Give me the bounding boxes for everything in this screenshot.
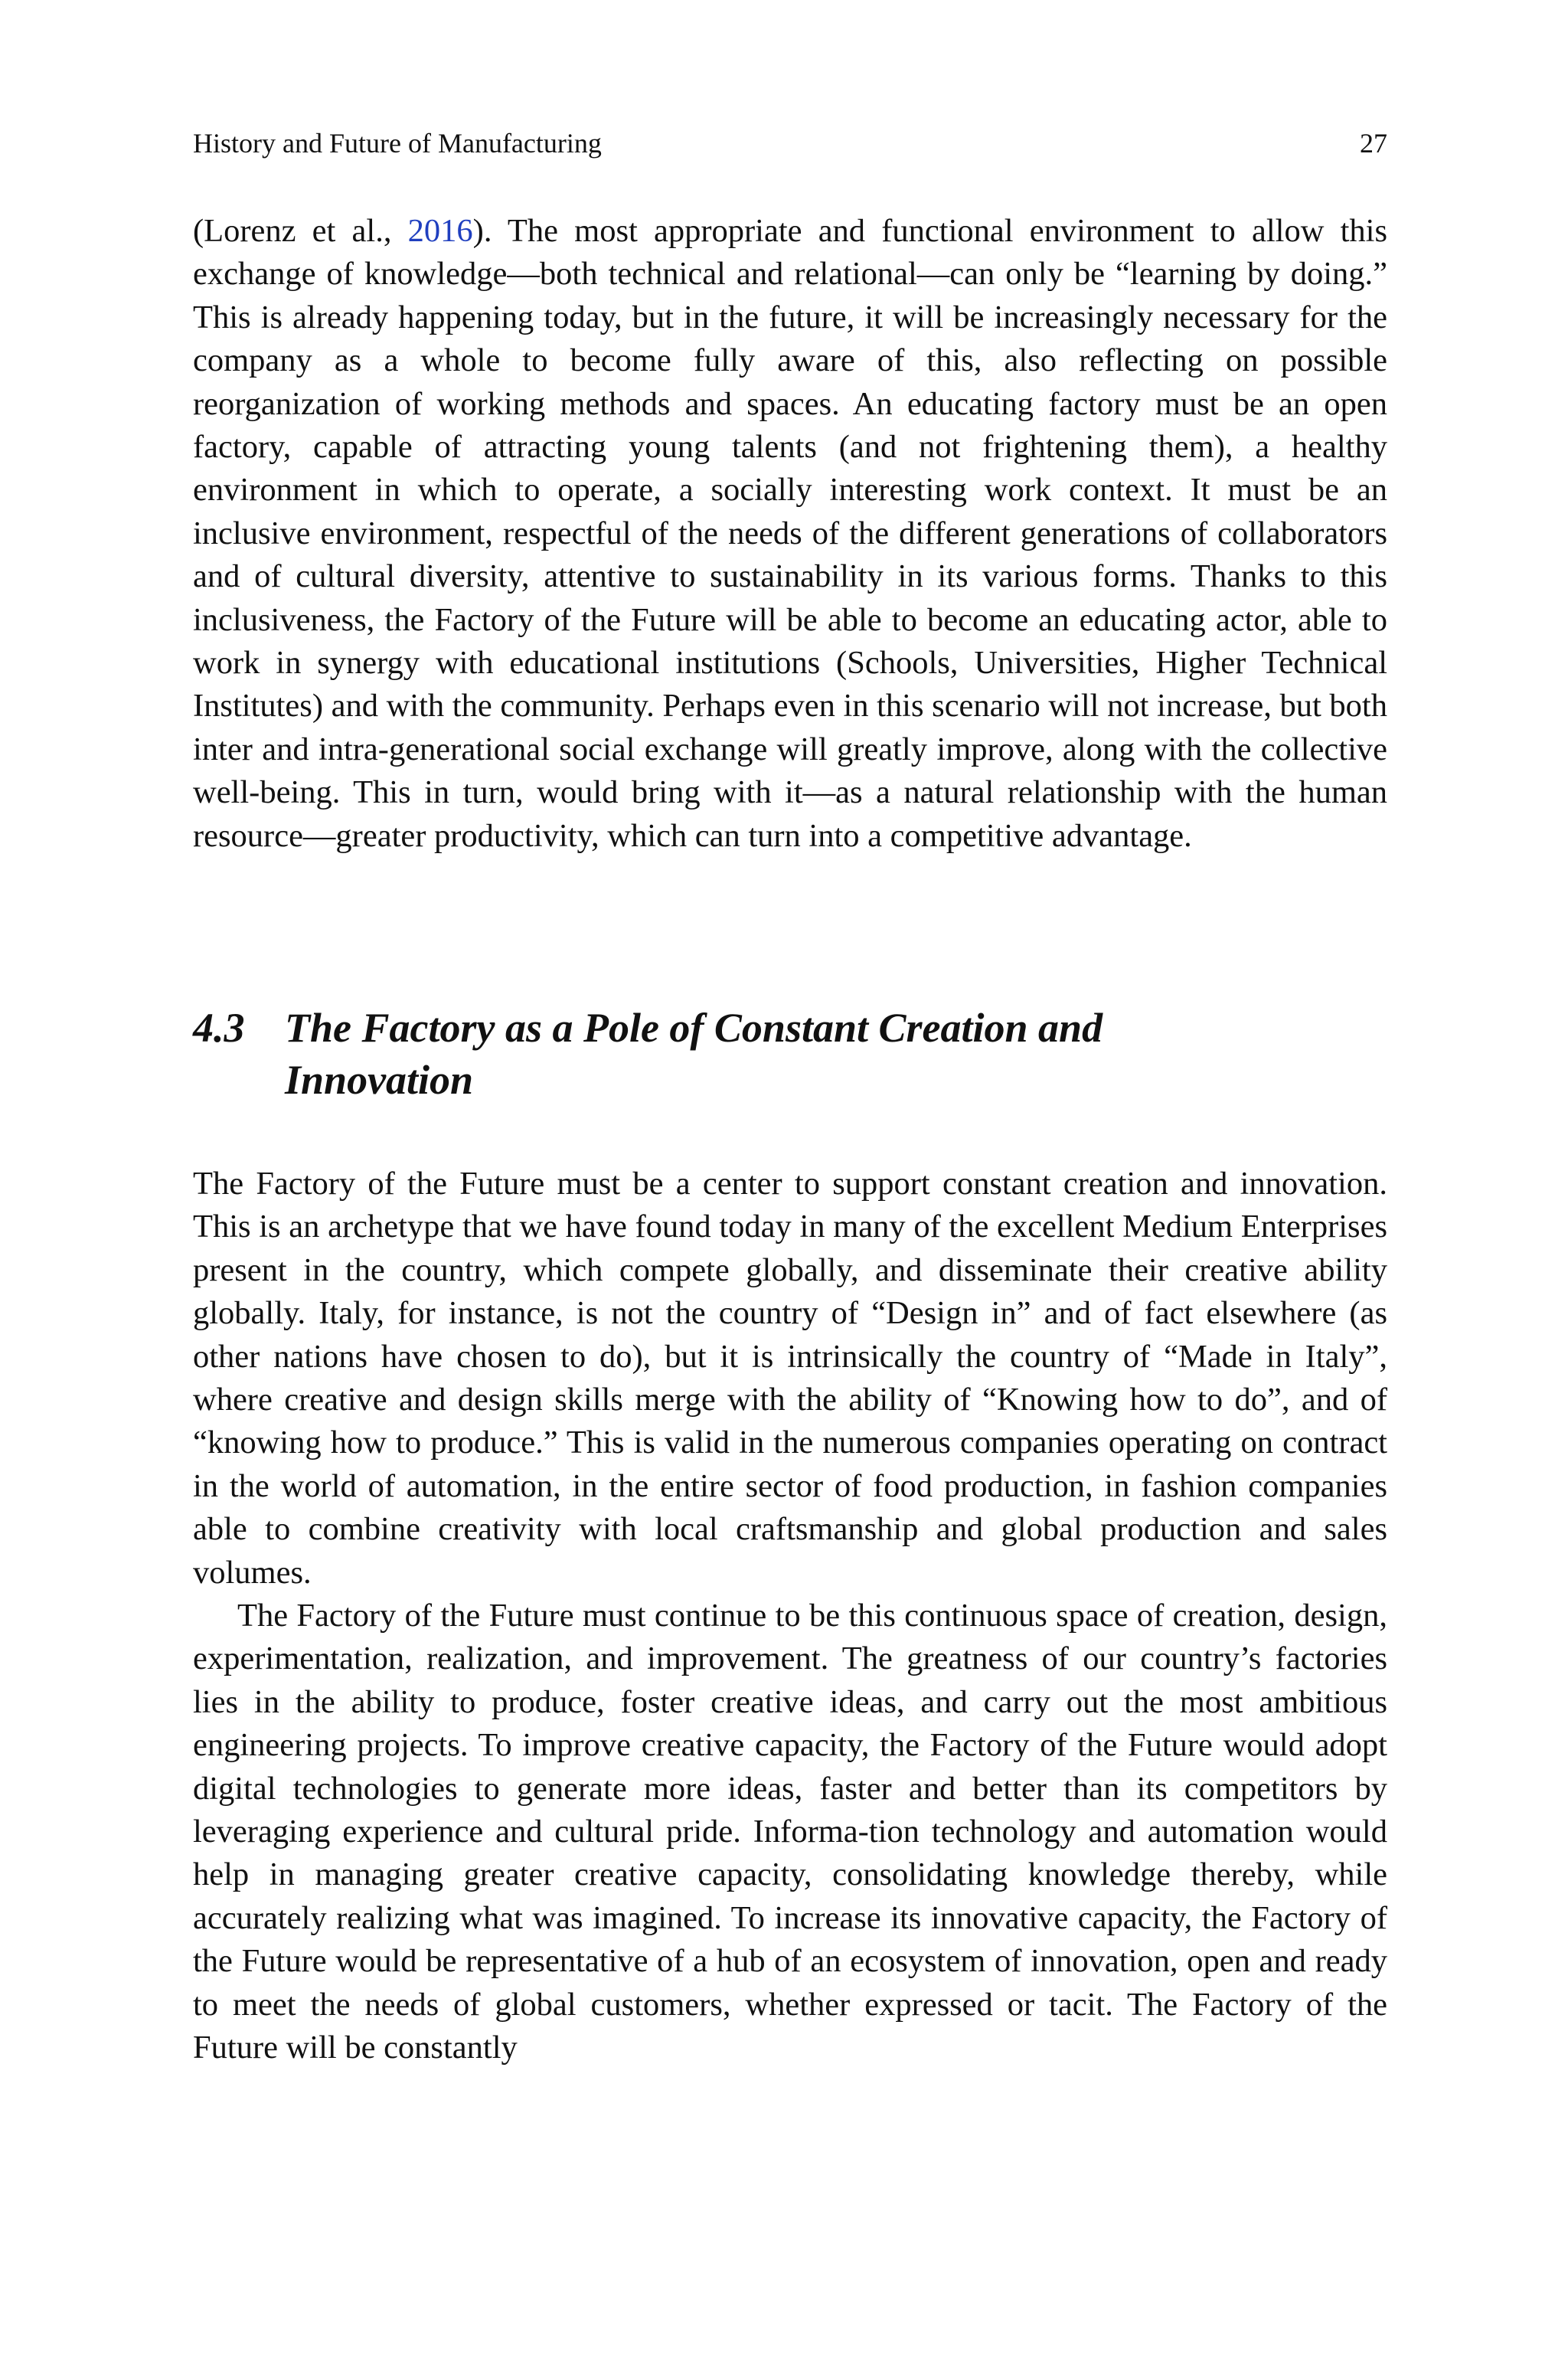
running-title: History and Future of Manufacturing (193, 128, 602, 159)
running-head (193, 124, 1387, 162)
section-heading (193, 1002, 1387, 1106)
citation-link[interactable]: 2016 (407, 213, 473, 249)
paragraph-3: The Factory of the Future must continue to be this continuous space of creation, design, experimentation, realization, and improvement. The greatness of our country’s factories lies in the ability to produce, foster creative ideas, and carry out the most ambitious engineering projects. To improve creative capacity, the Factory of the Future would adopt digital technologies to generate more ideas, faster and better than its competitors by leveraging experience and cultural pride. Informa-tion technology and automation would help in managing greater creative capacity, consolidating knowledge thereby, while accurately realizing what was imagined. To increase its innovative capacity, the Factory of the Future would be representative of a hub of an ecosystem of innovation, open and ready to meet the needs of global customers, whether expressed or tacit. The Factory of the Future will be constantly (193, 1598, 1387, 2066)
paragraph-1 (193, 210, 1387, 858)
paragraph-1-text-start: (Lorenz et al., (193, 213, 408, 249)
paragraph-1-text-rest: ). The most appropriate and functional environment to allow this exchange of knowledge—both technical and relational—can only be “learning by doing.” This is already happening today, but in the future, it will be increasingly necessary for the company as a whole to become fully aware of this, also reflecting on possible reorganization of working methods and spaces. An educating factory must be an open factory, capable of attracting young talents (and not frightening them), a healthy environment in which to operate, a socially interesting work context. It must be an inclusive environment, respectful of the needs of the different generations of collaborators and of cultural diversity, attentive to sustainability in its various forms. Thanks to this inclusiveness, the Factory of the Future will be able to become an educating actor, able to work in synergy with educational institutions (Schools, Universities, Higher Technical Institutes) and with the community. Perhaps even in this scenario will not increase, but both inter and intra-generational social exchange will greatly improve, along with the collective well-being. This in turn, would bring with it—as a natural relationship with the human resource—greater productivity, which can turn into a competitive advantage. (193, 213, 1388, 854)
page-number: 27 (1360, 128, 1387, 159)
section-number: 4.3 (193, 1005, 245, 1051)
section-title: The Factory as a Pole of Constant Creation and Innovation (285, 1005, 1103, 1103)
paragraph-2: The Factory of the Future must be a center to support constant creation and innovation. This is an archetype that we have found today in many of the excellent Medium Enterprises present in the country, which compete globally, and disseminate their creative ability globally. Italy, for instance, is not the country of “Design in” and of fact elsewhere (as other nations have chosen to do), but it is intrinsically the country of “Made in Italy”, where creative and design skills merge with the ability of “Knowing how to do”, and of “knowing how to produce.” This is valid in the numerous companies operating on contract in the world of automation, in the entire sector of food production, in fashion companies able to combine creativity with local craftsmanship and global production and sales volumes. (193, 1166, 1387, 1591)
